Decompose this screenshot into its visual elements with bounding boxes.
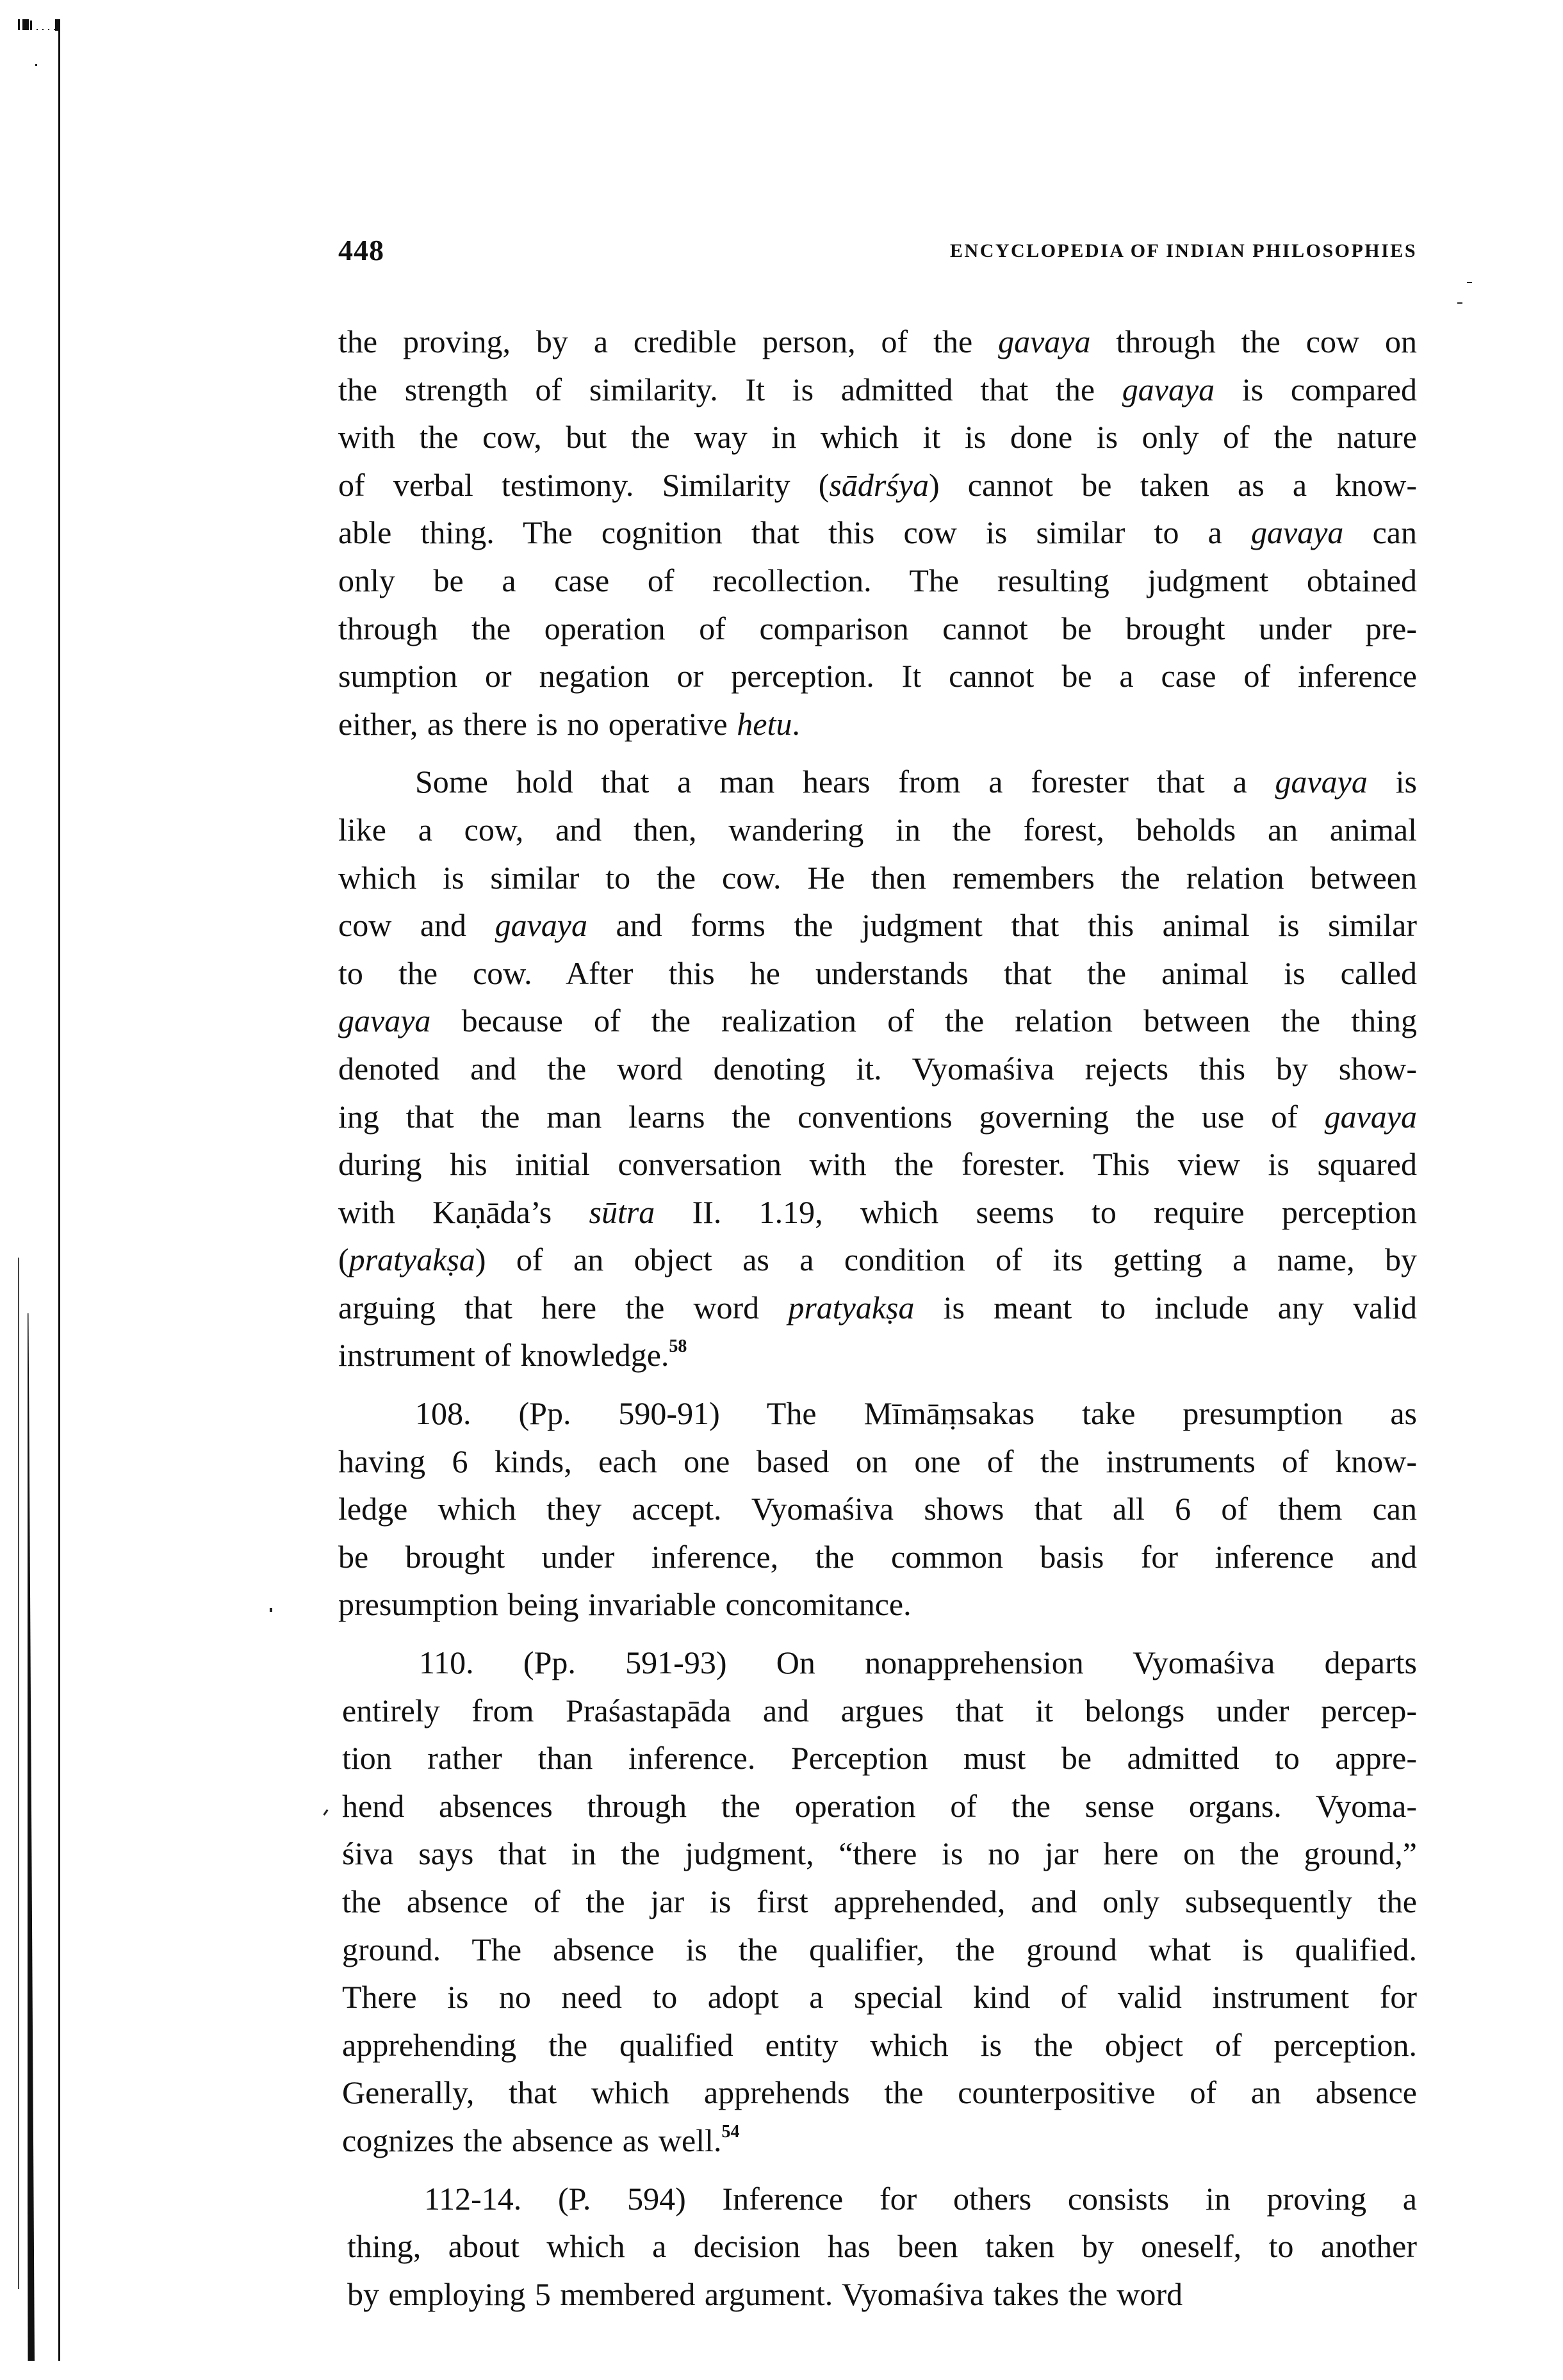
scan-artifact-thick-bar [19,1313,35,2361]
text-line [338,1438,1417,1486]
text-run: cow and [338,907,495,944]
text-run: to the cow. After this he understands that the animal is called [338,955,1417,991]
italic-term: gavaya [1275,764,1368,800]
text-line [338,1236,1417,1284]
book-title: ENCYCLOPEDIA OF INDIAN PHILOSOPHIES [950,240,1417,261]
text-run: thing, about which a decision has been taken by oneself, to another [347,2228,1417,2265]
text-run: sumption or negation or perception. It cannot be a case of inference [338,658,1417,694]
scan-artifact-page-edge-line [58,19,60,2361]
text-line [338,901,1417,949]
text-run: ( [338,1242,349,1278]
text-run: can [1343,514,1418,551]
text-run: ground. The absence is the qualifier, the ground what is qualified. [342,1931,1417,1967]
text-line [338,413,1417,461]
text-run: is [1367,764,1417,800]
text-run: having 6 kinds, each one based on one of the instruments of know- [338,1443,1417,1479]
italic-term: pratyakṣa [348,1242,475,1278]
text-line [347,2270,1417,2318]
text-run: instrument of knowledge. [338,1337,669,1374]
text-run: hend absences through the operation of the sense organs. Vyoma- [342,1787,1417,1824]
text-line [338,997,1417,1045]
text-run: 112-14. (P. 594) Inference for others consists in proving a [424,2180,1417,2217]
running-head [338,231,1417,270]
text-line [338,758,1417,806]
text-run: Some hold that a man hears from a forester that a [415,764,1275,800]
italic-term: gavaya [1324,1098,1417,1135]
text-run: ledge which they accept. Vyomaśiva shows that all 6 of them can [338,1491,1417,1527]
text-run: ) cannot be taken as a know- [928,466,1417,503]
paragraph-item-108 [338,1390,1417,1629]
text-run: 108. (Pp. 590-91) The Mīmāṃsakas take presumption as [415,1395,1417,1432]
body-text [338,318,1417,2318]
text-line [338,1045,1417,1093]
text-line [347,2222,1417,2270]
paragraph-item-112-14 [347,2175,1417,2318]
text-line [342,2021,1417,2069]
text-run: the strength of similarity. It is admitted that the [338,371,1122,407]
text-line [338,318,1417,366]
italic-term: gavaya [495,907,587,944]
text-run: like a cow, and then, wandering in the forest, beholds an animal [338,811,1417,848]
text-line [338,1284,1417,1332]
text-run: during his initial conversation with the forester. This view is squared [338,1146,1417,1183]
text-line [342,1973,1417,2021]
text-run: cognizes the absence as well. [342,2122,722,2158]
text-run: through the cow on [1090,324,1417,359]
text-run: the absence of the jar is first apprehended, and only subsequently the [342,1883,1417,1919]
text-run: presumption being invariable concomitance. [338,1586,912,1623]
scan-speck [35,64,37,66]
text-run: by employing 5 membered argument. Vyomaśiva takes the word [347,2276,1183,2312]
text-line [342,2069,1417,2117]
text-run: is meant to include any valid [914,1289,1418,1325]
text-line [338,1485,1417,1533]
text-line [342,2117,1417,2165]
page-number: 448 [338,234,384,267]
text-run: either, as there is no operative [338,705,737,742]
text-line [342,1734,1417,1782]
italic-term: hetu [737,705,792,742]
text-line [338,1580,1417,1629]
text-line [338,366,1417,414]
italic-term: sādrśya [829,466,929,503]
text-line [342,1926,1417,1974]
text-run: denoted and the word denoting it. Vyomaśiva rejects this by show- [338,1050,1417,1087]
text-run: Generally, that which apprehends the counterpositive of an absence [342,2074,1417,2111]
paragraph [338,318,1417,748]
text-run: which is similar to the cow. He then remembers the relation between [338,859,1417,896]
text-run: tion rather than inference. Perception must be admitted to appre- [342,1740,1417,1777]
text-run: There is no need to adopt a special kind of valid instrument for [342,1979,1417,2015]
text-line [338,806,1417,854]
scan-speck [270,1608,272,1612]
text-line [338,1093,1417,1141]
text-line [338,949,1417,997]
scan-speck [1467,282,1472,283]
text-run: arguing that here the word [338,1289,789,1325]
footnote-marker[interactable]: 54 [721,2121,740,2142]
text-line [338,1533,1417,1581]
italic-term: gavaya [1251,514,1344,551]
text-line [338,1140,1417,1188]
book-page [338,231,1417,2328]
text-line [338,1390,1417,1438]
italic-term: pratyakṣa [788,1289,915,1325]
italic-term: gavaya [1122,371,1215,407]
text-line [338,461,1417,509]
text-line [338,854,1417,902]
text-run: apprehending the qualified entity which is the object of perception. [342,2026,1417,2063]
text-run: only be a case of recollection. The resulting judgment obtained [338,562,1417,598]
text-run: with the cow, but the way in which it is done is only of the nature [338,419,1417,455]
text-line [342,1878,1417,1926]
text-line [338,605,1417,653]
text-run: . [792,705,800,742]
text-run: able thing. The cognition that this cow is similar to a [338,514,1252,551]
text-line [342,1782,1417,1830]
footnote-marker[interactable]: 58 [669,1336,687,1357]
scan-speck [1457,302,1462,304]
text-line [342,1830,1417,1878]
text-line [338,1331,1417,1379]
italic-term: gavaya [338,1003,431,1039]
text-run: through the operation of comparison cannot be brought under pre- [338,610,1417,646]
text-line [338,652,1417,700]
text-line [342,1687,1417,1735]
scan-artifact-thin-line [18,1258,19,2289]
text-line [342,1639,1417,1687]
text-run: because of the realization of the relation between the thing [430,1003,1417,1039]
text-run: ) of an object as a condition of its getting a name, by [475,1242,1417,1278]
text-run: with Kaṇāda’s [338,1194,589,1230]
text-run: is compared [1215,371,1418,407]
text-line [338,557,1417,605]
text-run: 110. (Pp. 591-93) On nonapprehension Vyomaśiva departs [419,1645,1417,1681]
text-line [338,700,1417,748]
text-run: be brought under inference, the common basis for inference and [338,1538,1417,1575]
text-run: of verbal testimony. Similarity ( [338,466,830,503]
paragraph [338,758,1417,1379]
text-run: and forms the judgment that this animal is similar [587,907,1417,944]
italic-term: sūtra [589,1194,655,1230]
text-line [338,509,1417,557]
text-line [347,2175,1417,2223]
text-run: II. 1.19, which seems to require perception [655,1194,1417,1230]
text-run: the proving, by a credible person, of the [338,324,999,359]
scan-artifact-top-left [18,19,59,31]
text-line [338,1188,1417,1236]
scan-speck [323,1809,328,1816]
text-run: ing that the man learns the conventions governing the use of [338,1098,1325,1135]
italic-term: gavaya [998,324,1091,359]
text-run: śiva says that in the judgment, “there is no jar here on the ground,” [342,1835,1417,1872]
paragraph-item-110 [342,1639,1417,2165]
text-run: entirely from Praśastapāda and argues that it belongs under percep- [342,1692,1417,1728]
